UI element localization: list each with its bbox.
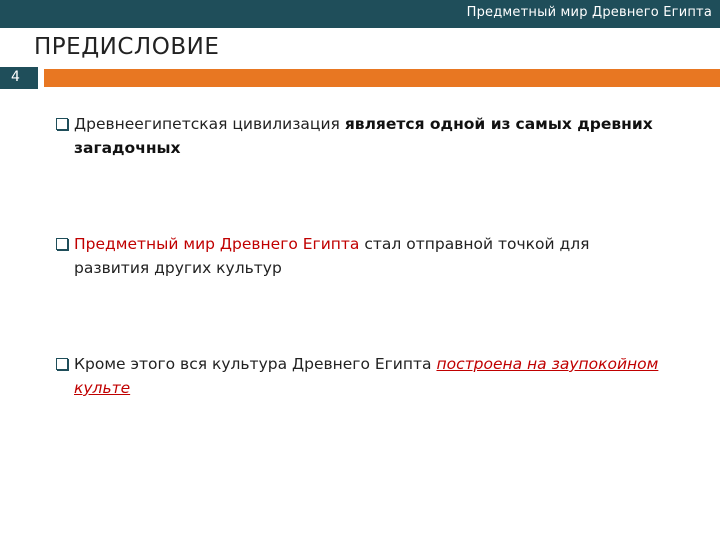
slide-heading: ПРЕДИСЛОВИЕ (34, 34, 220, 60)
bullet-text-plain: стал отправной точкой для развития других культур (74, 235, 590, 277)
bullet-text-plain: Кроме этого вся культура Древнего Египта (74, 355, 437, 373)
accent-bar (44, 69, 720, 87)
slide-number-badge (0, 67, 38, 89)
bullet-text (56, 112, 666, 160)
header-bar (0, 0, 720, 28)
checkbox-bullet-icon (56, 118, 68, 130)
bullet-item (56, 112, 666, 160)
slide-number: 4 (11, 69, 20, 85)
bullet-text-emphasis: является одной из (344, 115, 511, 133)
bullet-text-highlight: построена на заупокойном культе (74, 355, 659, 397)
checkbox-bullet-icon (56, 358, 68, 370)
presentation-title: Предметный мир Древнего Египта (466, 5, 712, 20)
bullet-text (56, 352, 666, 400)
bullet-text (56, 232, 666, 280)
bullet-item (56, 352, 666, 400)
bullet-text-highlight: Предметный мир Древнего Египта (74, 235, 360, 253)
bullet-text-plain: Древнеегипетская цивилизация (74, 115, 345, 133)
bullet-text-emphasis: самых древних загадочных (74, 115, 653, 157)
checkbox-bullet-icon (56, 238, 68, 250)
bullet-item (56, 232, 666, 280)
